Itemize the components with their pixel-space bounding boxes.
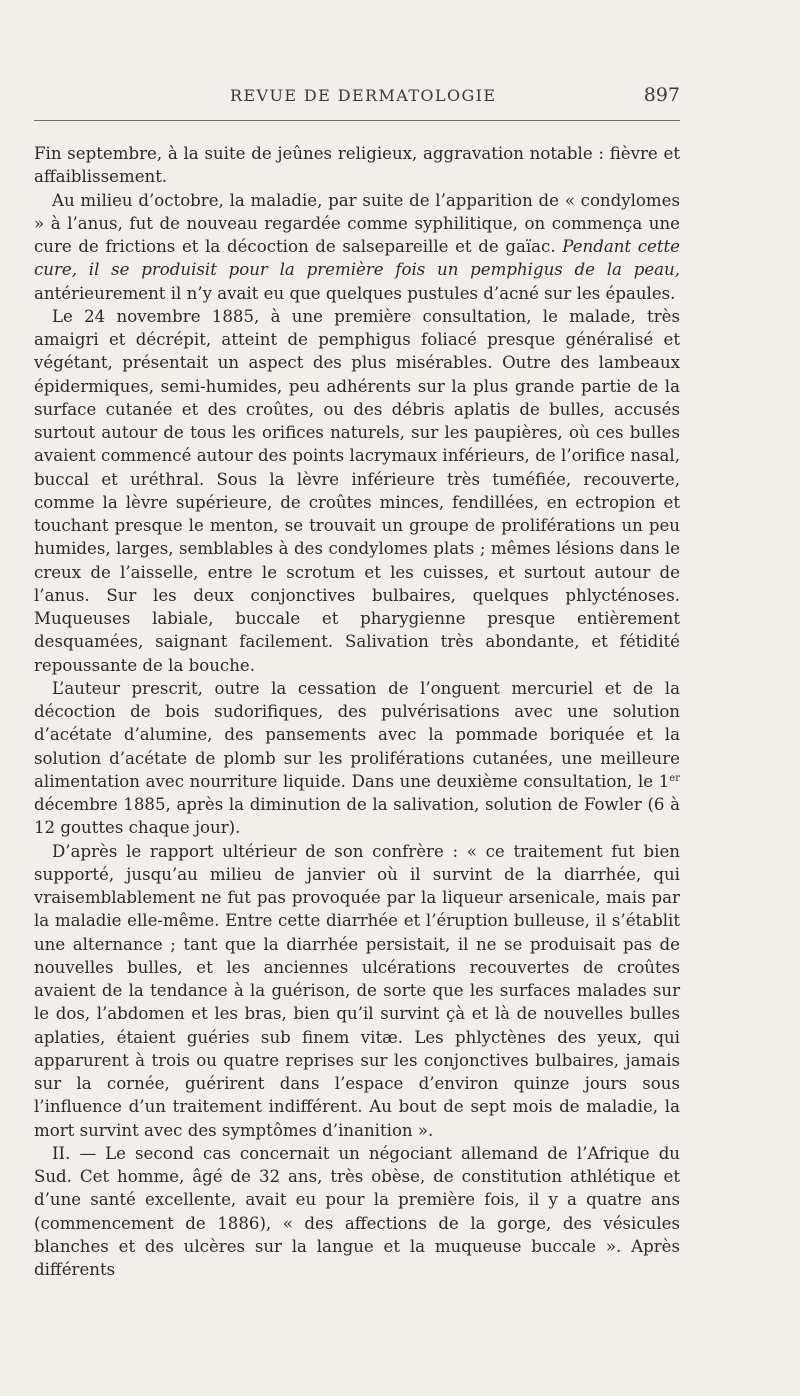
paragraph-2-text-b: antérieurement il n’y avait eu que quelques pustules d’acné sur les épaules. <box>34 283 676 303</box>
paragraph-4 <box>34 677 680 840</box>
running-header <box>34 86 680 112</box>
body-text <box>34 142 680 1281</box>
paragraph-2 <box>34 189 680 305</box>
paragraph-5: D’après le rapport ultérieur de son confrère : « ce traitement fut bien supporté, jusqu’au milieu de janvier où il survint de la diarrhée, qui vraisemblablement ne fut pas provoquée par la liqueur arsenicale, mais par la maladie elle-même. Entre cette diarrhée et l’éruption bulleuse, il s’établit une alternance ; tant que la diarrhée persistait, il ne se produisait pas de nouvelles bulles, et les anciennes ulcérations recouvertes de croûtes avaient de la tendance à la guérison, de sorte que les surfaces malades sur le dos, l’abdomen et les bras, bien qu’il survint çà et là de nouvelles bulles aplaties, étaient guéries sub finem vitæ. Les phlyctènes des yeux, qui apparurent à trois ou quatre reprises sur les conjonctives bulbaires, jamais sur la cornée, guérirent dans l’espace d’environ quinze jours sous l’influence d’un traitement indifférent. Au bout de sept mois de maladie, la mort survint avec des symptômes d’inanition ». <box>34 841 680 1140</box>
paragraph-2-italic: Pendant cette cure, il se produisit pour la première fois un pemphigus de la peau, <box>34 237 681 280</box>
header-rule <box>34 120 680 121</box>
journal-title: REVUE DE DERMATOLOGIE <box>230 86 497 105</box>
paragraph-2-text-a: Au milieu d’octobre, la maladie, par suite de l’apparition de « condylomes » à l’anus, fut de nouveau regardée comme syphilitique, on commença une cure de frictions et la décoction de salsepareille et de gaïac. <box>34 190 680 256</box>
paragraph-4-superscript: er <box>669 772 680 784</box>
paragraph-1: Fin septembre, à la suite de jeûnes religieux, aggravation notable : fièvre et affaiblissement. <box>34 144 680 187</box>
paragraph-6: II. — Le second cas concernait un négociant allemand de l’Afrique du Sud. Cet homme, âgé de 32 ans, très obèse, de constitution athlétique et d’une santé excellente, avait eu pour la première fois, il y a quatre ans (commencement de 1886), « des affections de la gorge, des vésicules blanches et des ulcères sur la langue et la muqueuse buccale ». Après différents <box>34 1143 680 1279</box>
paragraph-4-text-a: L’auteur prescrit, outre la cessation de l’onguent mercuriel et de la décoction de bois sudorifiques, des pulvérisations avec une solution d’acétate d’alumine, des pansements avec la pommade boriquée et la solution d’acétate de plomb sur les proliférations cutanées, une meilleure alimentation avec nourriture liquide. Dans une deuxième consultation, le 1 <box>34 678 680 791</box>
paragraph-4-text-b: décembre 1885, après la diminution de la salivation, solution de Fowler (6 à 12 gouttes chaque jour). <box>34 795 680 838</box>
page-number: 897 <box>643 84 680 106</box>
paragraph-3: Le 24 novembre 1885, à une première consultation, le malade, très amaigri et décrépit, atteint de pemphigus foliacé presque généralisé et végétant, présentait un aspect des plus misérables. Outre des lambeaux épidermiques, semi-humides, peu adhérents sur la plus grande partie de la surface cutanée et des croûtes, ou des débris aplatis de bulles, accusés surtout autour de tous les orifices naturels, sur les paupières, où ces bulles avaient commencé autour des points lacrymaux inférieurs, de l’orifice nasal, buccal et uréthral. Sous la lèvre inférieure très tuméfiée, recouverte, comme la lèvre supérieure, de croûtes minces, fendillées, en ectropion et touchant presque le menton, se trouvait un groupe de proliférations un peu humides, larges, semblables à des condylomes plats ; mêmes lésions dans le creux de l’aisselle, entre le scrotum et les cuisses, et surtout autour de l’anus. Sur les deux conjonctives bulbaires, quelques phlycténoses. Muqueuses labiale, buccale et pharygienne presque entièrement desquamées, saignant facilement. Salivation très abondante, et fétidité repoussante de la bouche. <box>34 306 680 675</box>
